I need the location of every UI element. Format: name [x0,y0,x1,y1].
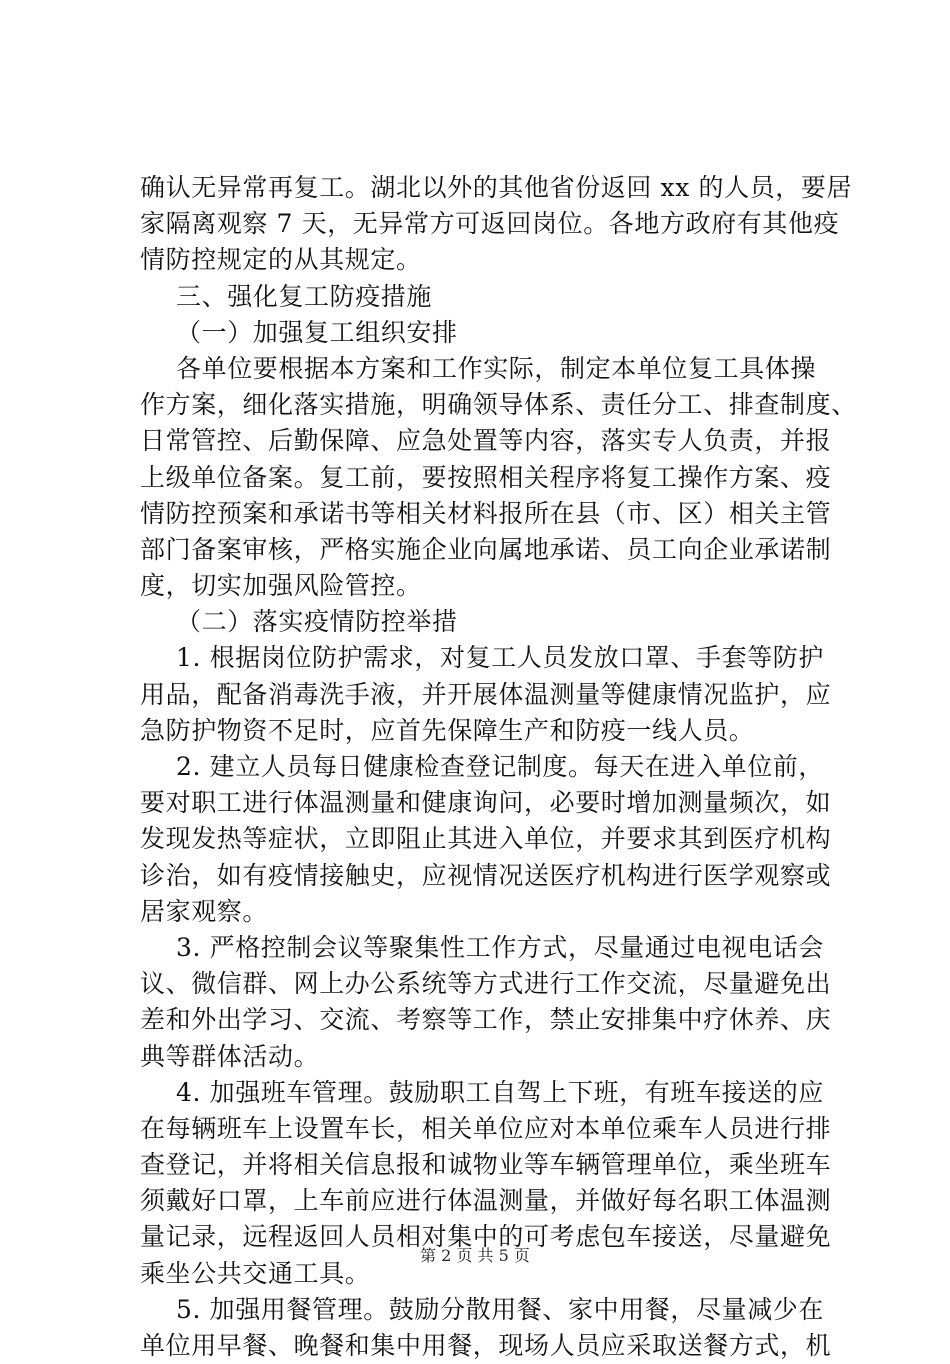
text-line: 差和外出学习、交流、考察等工作，禁止安排集中疗休养、庆 [140,1005,832,1035]
page-footer [0,1243,950,1266]
text-line: 作方案，细化落实措施，明确领导体系、责任分工、排查制度、 [140,390,857,420]
text-line: 2. 建立人员每日健康检查登记制度。每天在进入单位前， [176,752,825,781]
text-line: 议、微信群、网上办公系统等方式进行工作交流，尽量避免出 [140,969,832,999]
text-line: 要对职工进行体温测量和健康询问，必要时增加测量频次，如 [140,788,832,818]
section-heading: 三、强化复工防疫措施 [176,281,433,311]
text-line: 在每辆班车上设置车长，相关单位应对本单位乘车人员进行排 [140,1113,832,1143]
text-line: 上级单位备案。复工前，要按照相关程序将复工操作方案、疫 [140,462,832,492]
text-line: 度，切实加强风险管控。 [140,571,422,601]
text-line: 家隔离观察 7 天，无异常方可返回岗位。各地方政府有其他疫 [140,209,840,239]
text-line: 发现发热等症状，立即阻止其进入单位，并要求其到医疗机构 [140,824,832,854]
text-line: 各单位要根据本方案和工作实际，制定本单位复工具体操 [176,353,817,383]
text-line: 3. 严格控制会议等聚集性工作方式，尽量通过电视电话会 [176,932,825,962]
subsection-heading: （二）落实疫情防控举措 [176,607,458,637]
text-line: 量记录，远程返回人员相对集中的可考虑包车接送，尽量避免 [140,1222,832,1252]
text-line: 部门备案审核，严格实施企业向属地承诺、员工向企业承诺制 [140,534,832,564]
text-line: 情防控预案和承诺书等相关材料报所在县（市、区）相关主管 [140,498,832,528]
text-line: 典等群体活动。 [140,1041,320,1071]
text-line: 查登记，并将相关信息报和诚物业等车辆管理单位，乘坐班车 [140,1150,832,1180]
text-line: 居家观察。 [140,896,269,926]
subsection-heading: （一）加强复工组织安排 [176,317,458,347]
text-line: 急防护物资不足时，应首先保障生产和防疫一线人员。 [140,715,755,745]
text-line: 情防控规定的从其规定。 [140,245,422,275]
text-line: 诊治，如有疫情接触史，应视情况送医疗机构进行医学观察或 [140,860,832,890]
document-body [140,170,857,1364]
text-line: 须戴好口罩，上车前应进行体温测量，并做好每名职工体温测 [140,1186,832,1216]
text-line: 用品，配备消毒洗手液，并开展体温测量等健康情况监护，应 [140,679,832,709]
text-line: 确认无异常再复工。湖北以外的其他省份返回 xx 的人员，要居 [140,173,853,202]
page-number: 第 2 页 共 5 页 [420,1246,530,1265]
text-line: 1. 根据岗位防护需求，对复工人员发放口罩、手套等防护 [176,643,825,673]
text-line: 5. 加强用餐管理。鼓励分散用餐、家中用餐，尽量减少在 [176,1294,825,1324]
text-line: 日常管控、后勤保障、应急处置等内容，落实专人负责，并报 [140,426,832,456]
text-line: 单位用早餐、晚餐和集中用餐，现场人员应采取送餐方式，机 [140,1331,832,1360]
text-line: 4. 加强班车管理。鼓励职工自驾上下班，有班车接送的应 [176,1077,825,1107]
text-line: 乘坐公共交通工具。 [140,1258,371,1288]
